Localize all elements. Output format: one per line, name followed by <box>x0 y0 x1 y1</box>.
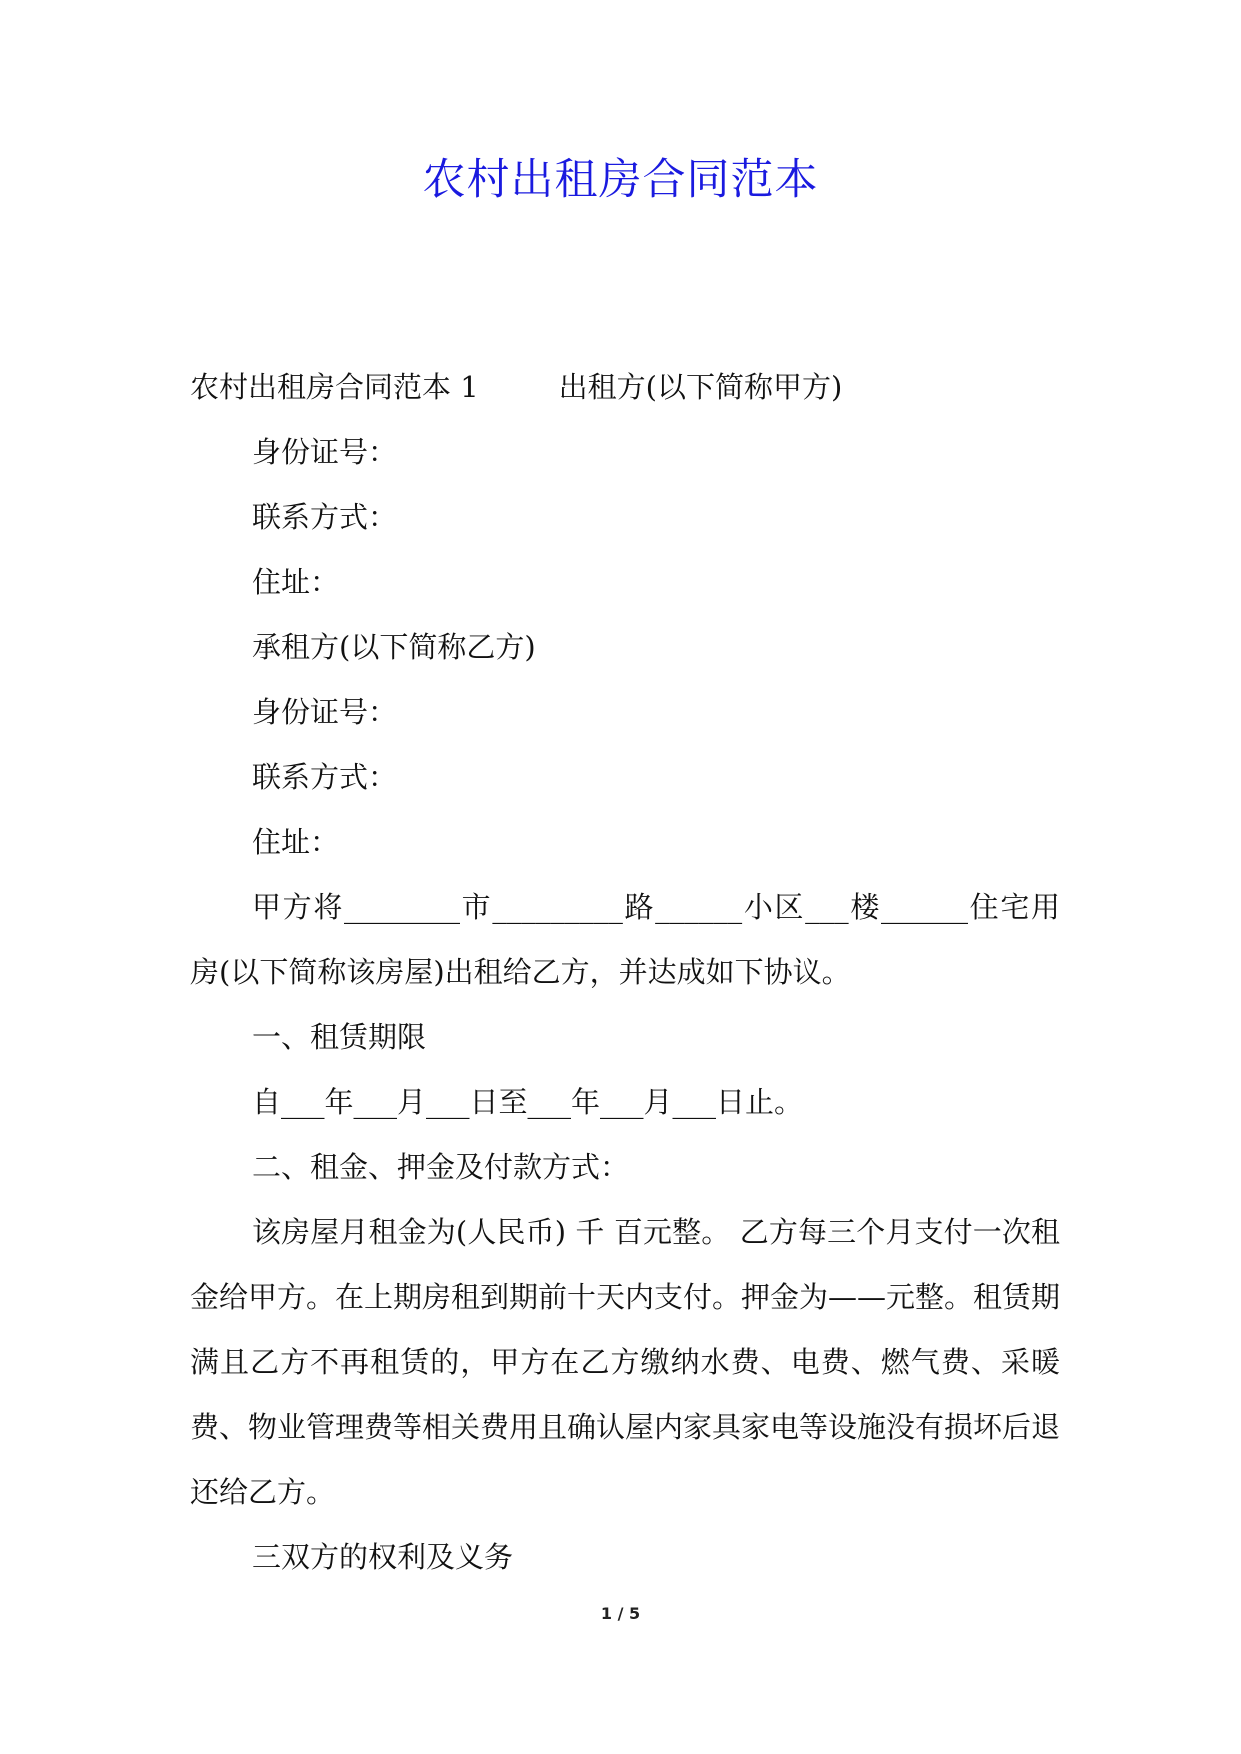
page-number: 1 / 5 <box>600 1604 641 1623</box>
lessor-label: 出租方(以下简称甲方) <box>558 370 843 404</box>
rent-clause: 该房屋月租金为(人民币) 千 百元整。 乙方每三个月支付一次租金给甲方。在上期房租到期前十天内支付。押金为——元整。租赁期满且乙方不再租赁的，甲方在乙方缴纳水费、电费、燃气费、采暖费、物业管理费等相关费用且确认屋内家具家电等设施没有损坏后退还给乙方。 <box>190 1215 1061 1509</box>
lessee-label: 承租方(以下简称乙方) <box>252 630 536 664</box>
lessee-id-number: 身份证号： <box>252 695 398 729</box>
lessor-address: 住址： <box>252 565 340 599</box>
lessee-contact: 联系方式： <box>252 760 398 794</box>
document-title: 农村出租房合同范本 <box>422 155 819 205</box>
contract-heading-line <box>190 355 1060 420</box>
lessor-contact: 联系方式： <box>252 500 398 534</box>
section-rent-deposit: 二、租金、押金及付款方式： <box>252 1150 630 1184</box>
section-lease-term: 一、租赁期限 <box>252 1020 427 1054</box>
contract-number: 农村出租房合同范本 1 <box>190 370 479 404</box>
lease-term-dates: 自___年___月___日至___年___月___日止。 <box>252 1085 804 1119</box>
lessee-address: 住址： <box>252 825 340 859</box>
document-body <box>190 355 1060 1590</box>
property-clause: 甲方将________市_________路______小区___楼______住宅用房(以下简称该房屋)出租给乙方，并达成如下协议。 <box>190 890 1060 989</box>
lessor-id-number: 身份证号： <box>252 435 398 469</box>
section-rights-obligations: 三双方的权利及义务 <box>252 1540 514 1574</box>
